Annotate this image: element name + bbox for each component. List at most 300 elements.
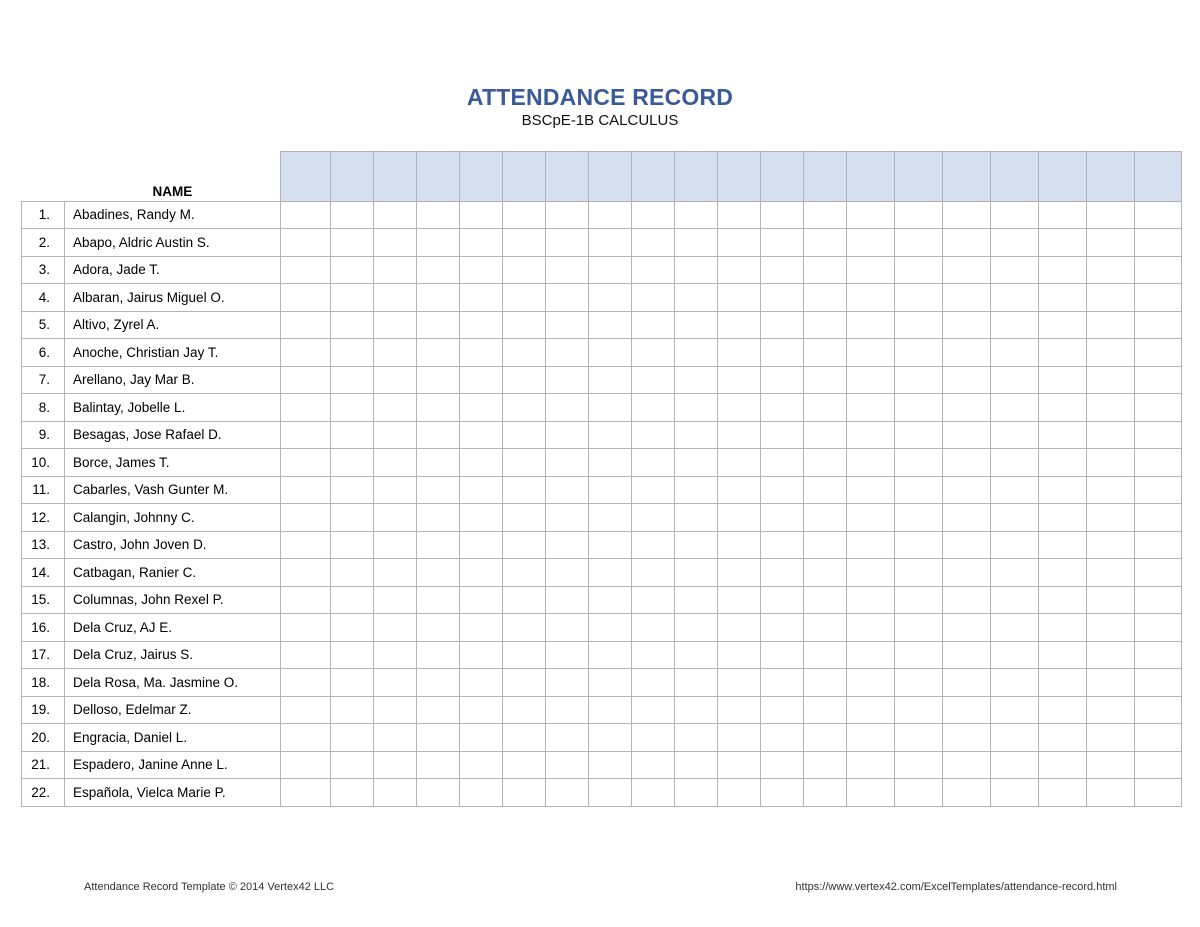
attendance-cell[interactable] xyxy=(331,614,374,642)
attendance-cell[interactable] xyxy=(675,256,718,284)
attendance-cell[interactable] xyxy=(1087,449,1135,477)
attendance-cell[interactable] xyxy=(374,504,417,532)
attendance-cell[interactable] xyxy=(943,751,991,779)
attendance-cell[interactable] xyxy=(460,586,503,614)
attendance-cell[interactable] xyxy=(991,229,1039,257)
attendance-cell[interactable] xyxy=(331,531,374,559)
attendance-cell[interactable] xyxy=(761,201,804,229)
attendance-cell[interactable] xyxy=(895,311,943,339)
date-column-header[interactable] xyxy=(503,152,546,202)
attendance-cell[interactable] xyxy=(417,724,460,752)
attendance-cell[interactable] xyxy=(546,724,589,752)
attendance-cell[interactable] xyxy=(1039,531,1087,559)
date-column-header[interactable] xyxy=(991,152,1039,202)
attendance-cell[interactable] xyxy=(991,641,1039,669)
attendance-cell[interactable] xyxy=(460,559,503,587)
attendance-cell[interactable] xyxy=(943,284,991,312)
attendance-cell[interactable] xyxy=(460,779,503,807)
date-column-header[interactable] xyxy=(1087,152,1135,202)
attendance-cell[interactable] xyxy=(761,421,804,449)
attendance-cell[interactable] xyxy=(675,696,718,724)
attendance-cell[interactable] xyxy=(943,201,991,229)
attendance-cell[interactable] xyxy=(281,201,331,229)
attendance-cell[interactable] xyxy=(546,531,589,559)
attendance-cell[interactable] xyxy=(374,559,417,587)
attendance-cell[interactable] xyxy=(417,449,460,477)
attendance-cell[interactable] xyxy=(417,751,460,779)
attendance-cell[interactable] xyxy=(546,641,589,669)
attendance-cell[interactable] xyxy=(281,284,331,312)
attendance-cell[interactable] xyxy=(718,614,761,642)
date-column-header[interactable] xyxy=(546,152,589,202)
attendance-cell[interactable] xyxy=(546,421,589,449)
attendance-cell[interactable] xyxy=(281,531,331,559)
attendance-cell[interactable] xyxy=(281,669,331,697)
attendance-cell[interactable] xyxy=(503,366,546,394)
attendance-cell[interactable] xyxy=(895,504,943,532)
attendance-cell[interactable] xyxy=(847,284,895,312)
attendance-cell[interactable] xyxy=(331,366,374,394)
attendance-cell[interactable] xyxy=(895,669,943,697)
attendance-cell[interactable] xyxy=(804,421,847,449)
attendance-cell[interactable] xyxy=(331,559,374,587)
attendance-cell[interactable] xyxy=(281,311,331,339)
attendance-cell[interactable] xyxy=(417,256,460,284)
attendance-cell[interactable] xyxy=(675,614,718,642)
attendance-cell[interactable] xyxy=(1039,669,1087,697)
attendance-cell[interactable] xyxy=(589,449,632,477)
attendance-cell[interactable] xyxy=(1135,339,1182,367)
attendance-cell[interactable] xyxy=(331,586,374,614)
attendance-cell[interactable] xyxy=(417,614,460,642)
attendance-cell[interactable] xyxy=(374,284,417,312)
attendance-cell[interactable] xyxy=(1039,394,1087,422)
attendance-cell[interactable] xyxy=(281,394,331,422)
attendance-cell[interactable] xyxy=(632,559,675,587)
attendance-cell[interactable] xyxy=(417,641,460,669)
attendance-cell[interactable] xyxy=(761,229,804,257)
attendance-cell[interactable] xyxy=(417,339,460,367)
attendance-cell[interactable] xyxy=(1135,641,1182,669)
attendance-cell[interactable] xyxy=(761,394,804,422)
attendance-cell[interactable] xyxy=(804,724,847,752)
attendance-cell[interactable] xyxy=(718,366,761,394)
attendance-cell[interactable] xyxy=(374,366,417,394)
attendance-cell[interactable] xyxy=(1135,229,1182,257)
attendance-cell[interactable] xyxy=(718,311,761,339)
attendance-cell[interactable] xyxy=(503,724,546,752)
date-column-header[interactable] xyxy=(675,152,718,202)
attendance-cell[interactable] xyxy=(281,779,331,807)
attendance-cell[interactable] xyxy=(589,531,632,559)
attendance-cell[interactable] xyxy=(991,751,1039,779)
attendance-cell[interactable] xyxy=(1039,779,1087,807)
attendance-cell[interactable] xyxy=(281,614,331,642)
attendance-cell[interactable] xyxy=(632,476,675,504)
attendance-cell[interactable] xyxy=(1087,696,1135,724)
attendance-cell[interactable] xyxy=(718,394,761,422)
attendance-cell[interactable] xyxy=(718,669,761,697)
attendance-cell[interactable] xyxy=(632,669,675,697)
attendance-cell[interactable] xyxy=(546,614,589,642)
attendance-cell[interactable] xyxy=(895,476,943,504)
attendance-cell[interactable] xyxy=(632,229,675,257)
attendance-cell[interactable] xyxy=(847,669,895,697)
attendance-cell[interactable] xyxy=(718,476,761,504)
attendance-cell[interactable] xyxy=(761,366,804,394)
attendance-cell[interactable] xyxy=(632,641,675,669)
attendance-cell[interactable] xyxy=(589,614,632,642)
attendance-cell[interactable] xyxy=(374,586,417,614)
attendance-cell[interactable] xyxy=(417,366,460,394)
attendance-cell[interactable] xyxy=(460,476,503,504)
attendance-cell[interactable] xyxy=(1135,669,1182,697)
attendance-cell[interactable] xyxy=(943,531,991,559)
attendance-cell[interactable] xyxy=(718,724,761,752)
attendance-cell[interactable] xyxy=(1087,779,1135,807)
attendance-cell[interactable] xyxy=(847,311,895,339)
attendance-cell[interactable] xyxy=(761,586,804,614)
attendance-cell[interactable] xyxy=(417,284,460,312)
attendance-cell[interactable] xyxy=(847,366,895,394)
attendance-cell[interactable] xyxy=(991,284,1039,312)
date-column-header[interactable] xyxy=(718,152,761,202)
attendance-cell[interactable] xyxy=(847,201,895,229)
attendance-cell[interactable] xyxy=(632,696,675,724)
attendance-cell[interactable] xyxy=(804,256,847,284)
attendance-cell[interactable] xyxy=(804,696,847,724)
attendance-cell[interactable] xyxy=(417,559,460,587)
attendance-cell[interactable] xyxy=(943,476,991,504)
attendance-cell[interactable] xyxy=(1087,586,1135,614)
attendance-cell[interactable] xyxy=(1039,559,1087,587)
attendance-cell[interactable] xyxy=(1135,559,1182,587)
attendance-cell[interactable] xyxy=(895,449,943,477)
attendance-cell[interactable] xyxy=(460,449,503,477)
attendance-cell[interactable] xyxy=(804,476,847,504)
attendance-cell[interactable] xyxy=(761,504,804,532)
attendance-cell[interactable] xyxy=(675,476,718,504)
attendance-cell[interactable] xyxy=(761,696,804,724)
attendance-cell[interactable] xyxy=(331,229,374,257)
attendance-cell[interactable] xyxy=(1135,751,1182,779)
attendance-cell[interactable] xyxy=(632,311,675,339)
attendance-cell[interactable] xyxy=(632,449,675,477)
attendance-cell[interactable] xyxy=(331,751,374,779)
attendance-cell[interactable] xyxy=(1039,256,1087,284)
attendance-cell[interactable] xyxy=(632,394,675,422)
attendance-cell[interactable] xyxy=(675,201,718,229)
attendance-cell[interactable] xyxy=(943,366,991,394)
attendance-cell[interactable] xyxy=(675,339,718,367)
date-column-header[interactable] xyxy=(374,152,417,202)
attendance-cell[interactable] xyxy=(546,394,589,422)
attendance-cell[interactable] xyxy=(943,421,991,449)
attendance-cell[interactable] xyxy=(1135,531,1182,559)
attendance-cell[interactable] xyxy=(589,311,632,339)
attendance-cell[interactable] xyxy=(1135,779,1182,807)
attendance-cell[interactable] xyxy=(503,586,546,614)
attendance-cell[interactable] xyxy=(281,421,331,449)
attendance-cell[interactable] xyxy=(1087,366,1135,394)
attendance-cell[interactable] xyxy=(675,559,718,587)
attendance-cell[interactable] xyxy=(331,421,374,449)
attendance-cell[interactable] xyxy=(331,394,374,422)
attendance-cell[interactable] xyxy=(374,339,417,367)
attendance-cell[interactable] xyxy=(847,724,895,752)
attendance-cell[interactable] xyxy=(417,201,460,229)
attendance-cell[interactable] xyxy=(847,696,895,724)
attendance-cell[interactable] xyxy=(1135,284,1182,312)
attendance-cell[interactable] xyxy=(546,311,589,339)
attendance-cell[interactable] xyxy=(1087,284,1135,312)
attendance-cell[interactable] xyxy=(589,339,632,367)
attendance-cell[interactable] xyxy=(847,421,895,449)
attendance-cell[interactable] xyxy=(460,531,503,559)
attendance-cell[interactable] xyxy=(546,476,589,504)
attendance-cell[interactable] xyxy=(1039,751,1087,779)
attendance-cell[interactable] xyxy=(1135,366,1182,394)
attendance-cell[interactable] xyxy=(761,559,804,587)
attendance-cell[interactable] xyxy=(761,531,804,559)
attendance-cell[interactable] xyxy=(847,614,895,642)
attendance-cell[interactable] xyxy=(281,751,331,779)
attendance-cell[interactable] xyxy=(546,669,589,697)
attendance-cell[interactable] xyxy=(281,696,331,724)
attendance-cell[interactable] xyxy=(1039,586,1087,614)
attendance-cell[interactable] xyxy=(895,284,943,312)
attendance-cell[interactable] xyxy=(589,696,632,724)
attendance-cell[interactable] xyxy=(761,669,804,697)
attendance-cell[interactable] xyxy=(804,449,847,477)
attendance-cell[interactable] xyxy=(503,751,546,779)
attendance-cell[interactable] xyxy=(589,751,632,779)
attendance-cell[interactable] xyxy=(374,449,417,477)
attendance-cell[interactable] xyxy=(761,751,804,779)
attendance-cell[interactable] xyxy=(895,586,943,614)
attendance-cell[interactable] xyxy=(331,724,374,752)
attendance-cell[interactable] xyxy=(718,339,761,367)
attendance-cell[interactable] xyxy=(895,751,943,779)
attendance-cell[interactable] xyxy=(460,256,503,284)
attendance-cell[interactable] xyxy=(847,504,895,532)
attendance-cell[interactable] xyxy=(991,559,1039,587)
attendance-cell[interactable] xyxy=(281,449,331,477)
date-column-header[interactable] xyxy=(847,152,895,202)
attendance-cell[interactable] xyxy=(991,366,1039,394)
attendance-cell[interactable] xyxy=(943,394,991,422)
attendance-cell[interactable] xyxy=(503,531,546,559)
attendance-cell[interactable] xyxy=(1087,641,1135,669)
attendance-cell[interactable] xyxy=(1087,201,1135,229)
attendance-cell[interactable] xyxy=(943,256,991,284)
attendance-cell[interactable] xyxy=(1087,339,1135,367)
attendance-cell[interactable] xyxy=(1087,504,1135,532)
attendance-cell[interactable] xyxy=(895,696,943,724)
attendance-cell[interactable] xyxy=(331,339,374,367)
attendance-cell[interactable] xyxy=(632,201,675,229)
attendance-cell[interactable] xyxy=(718,284,761,312)
attendance-cell[interactable] xyxy=(1135,449,1182,477)
attendance-cell[interactable] xyxy=(589,669,632,697)
attendance-cell[interactable] xyxy=(943,724,991,752)
attendance-cell[interactable] xyxy=(895,366,943,394)
attendance-cell[interactable] xyxy=(417,394,460,422)
attendance-cell[interactable] xyxy=(546,504,589,532)
attendance-cell[interactable] xyxy=(331,476,374,504)
attendance-cell[interactable] xyxy=(331,311,374,339)
attendance-cell[interactable] xyxy=(546,449,589,477)
attendance-cell[interactable] xyxy=(675,421,718,449)
attendance-cell[interactable] xyxy=(895,724,943,752)
attendance-cell[interactable] xyxy=(546,201,589,229)
attendance-cell[interactable] xyxy=(546,696,589,724)
attendance-cell[interactable] xyxy=(718,449,761,477)
attendance-cell[interactable] xyxy=(804,531,847,559)
attendance-cell[interactable] xyxy=(503,669,546,697)
attendance-cell[interactable] xyxy=(675,586,718,614)
attendance-cell[interactable] xyxy=(675,449,718,477)
attendance-cell[interactable] xyxy=(632,586,675,614)
attendance-cell[interactable] xyxy=(374,641,417,669)
attendance-cell[interactable] xyxy=(761,614,804,642)
attendance-cell[interactable] xyxy=(1039,449,1087,477)
attendance-cell[interactable] xyxy=(895,339,943,367)
attendance-cell[interactable] xyxy=(632,284,675,312)
attendance-cell[interactable] xyxy=(943,339,991,367)
attendance-cell[interactable] xyxy=(804,751,847,779)
attendance-cell[interactable] xyxy=(761,449,804,477)
attendance-cell[interactable] xyxy=(589,366,632,394)
attendance-cell[interactable] xyxy=(718,641,761,669)
attendance-cell[interactable] xyxy=(589,559,632,587)
attendance-cell[interactable] xyxy=(804,366,847,394)
attendance-cell[interactable] xyxy=(847,476,895,504)
attendance-cell[interactable] xyxy=(1087,669,1135,697)
attendance-cell[interactable] xyxy=(1087,394,1135,422)
attendance-cell[interactable] xyxy=(895,641,943,669)
attendance-cell[interactable] xyxy=(632,779,675,807)
attendance-cell[interactable] xyxy=(503,421,546,449)
attendance-cell[interactable] xyxy=(1039,504,1087,532)
attendance-cell[interactable] xyxy=(895,531,943,559)
attendance-cell[interactable] xyxy=(847,641,895,669)
attendance-cell[interactable] xyxy=(460,504,503,532)
attendance-cell[interactable] xyxy=(943,559,991,587)
attendance-cell[interactable] xyxy=(718,751,761,779)
attendance-cell[interactable] xyxy=(331,504,374,532)
attendance-cell[interactable] xyxy=(718,421,761,449)
attendance-cell[interactable] xyxy=(417,669,460,697)
attendance-cell[interactable] xyxy=(1135,394,1182,422)
attendance-cell[interactable] xyxy=(847,449,895,477)
attendance-cell[interactable] xyxy=(1039,229,1087,257)
attendance-cell[interactable] xyxy=(374,476,417,504)
attendance-cell[interactable] xyxy=(1135,311,1182,339)
attendance-cell[interactable] xyxy=(675,669,718,697)
attendance-cell[interactable] xyxy=(761,476,804,504)
attendance-cell[interactable] xyxy=(804,284,847,312)
attendance-cell[interactable] xyxy=(804,311,847,339)
attendance-cell[interactable] xyxy=(761,256,804,284)
attendance-cell[interactable] xyxy=(503,476,546,504)
attendance-cell[interactable] xyxy=(374,531,417,559)
attendance-cell[interactable] xyxy=(331,201,374,229)
attendance-cell[interactable] xyxy=(417,586,460,614)
date-column-header[interactable] xyxy=(1039,152,1087,202)
attendance-cell[interactable] xyxy=(943,669,991,697)
attendance-cell[interactable] xyxy=(374,394,417,422)
attendance-cell[interactable] xyxy=(546,559,589,587)
attendance-cell[interactable] xyxy=(460,751,503,779)
attendance-cell[interactable] xyxy=(991,339,1039,367)
attendance-cell[interactable] xyxy=(675,779,718,807)
attendance-cell[interactable] xyxy=(589,641,632,669)
attendance-cell[interactable] xyxy=(1039,724,1087,752)
attendance-cell[interactable] xyxy=(991,614,1039,642)
attendance-cell[interactable] xyxy=(804,779,847,807)
attendance-cell[interactable] xyxy=(503,614,546,642)
attendance-cell[interactable] xyxy=(1039,366,1087,394)
attendance-cell[interactable] xyxy=(374,751,417,779)
attendance-cell[interactable] xyxy=(460,394,503,422)
attendance-cell[interactable] xyxy=(281,476,331,504)
attendance-cell[interactable] xyxy=(943,586,991,614)
attendance-cell[interactable] xyxy=(460,339,503,367)
attendance-cell[interactable] xyxy=(503,504,546,532)
attendance-cell[interactable] xyxy=(374,669,417,697)
attendance-cell[interactable] xyxy=(589,779,632,807)
attendance-cell[interactable] xyxy=(943,779,991,807)
attendance-cell[interactable] xyxy=(1135,421,1182,449)
attendance-cell[interactable] xyxy=(675,366,718,394)
date-column-header[interactable] xyxy=(331,152,374,202)
attendance-cell[interactable] xyxy=(374,256,417,284)
attendance-cell[interactable] xyxy=(503,449,546,477)
date-column-header[interactable] xyxy=(1135,152,1182,202)
attendance-cell[interactable] xyxy=(991,531,1039,559)
attendance-cell[interactable] xyxy=(503,284,546,312)
attendance-cell[interactable] xyxy=(632,751,675,779)
attendance-cell[interactable] xyxy=(503,696,546,724)
attendance-cell[interactable] xyxy=(718,504,761,532)
attendance-cell[interactable] xyxy=(417,311,460,339)
attendance-cell[interactable] xyxy=(503,339,546,367)
attendance-cell[interactable] xyxy=(374,201,417,229)
attendance-cell[interactable] xyxy=(632,614,675,642)
attendance-cell[interactable] xyxy=(1087,724,1135,752)
attendance-cell[interactable] xyxy=(718,779,761,807)
attendance-cell[interactable] xyxy=(1135,504,1182,532)
attendance-cell[interactable] xyxy=(1087,311,1135,339)
attendance-cell[interactable] xyxy=(847,394,895,422)
attendance-cell[interactable] xyxy=(991,394,1039,422)
attendance-cell[interactable] xyxy=(718,559,761,587)
attendance-cell[interactable] xyxy=(761,641,804,669)
date-column-header[interactable] xyxy=(589,152,632,202)
attendance-cell[interactable] xyxy=(632,421,675,449)
attendance-cell[interactable] xyxy=(460,229,503,257)
attendance-cell[interactable] xyxy=(503,311,546,339)
attendance-cell[interactable] xyxy=(1087,614,1135,642)
attendance-cell[interactable] xyxy=(331,449,374,477)
attendance-cell[interactable] xyxy=(417,504,460,532)
attendance-cell[interactable] xyxy=(895,201,943,229)
attendance-cell[interactable] xyxy=(331,284,374,312)
attendance-cell[interactable] xyxy=(546,751,589,779)
attendance-cell[interactable] xyxy=(1039,641,1087,669)
attendance-cell[interactable] xyxy=(847,339,895,367)
